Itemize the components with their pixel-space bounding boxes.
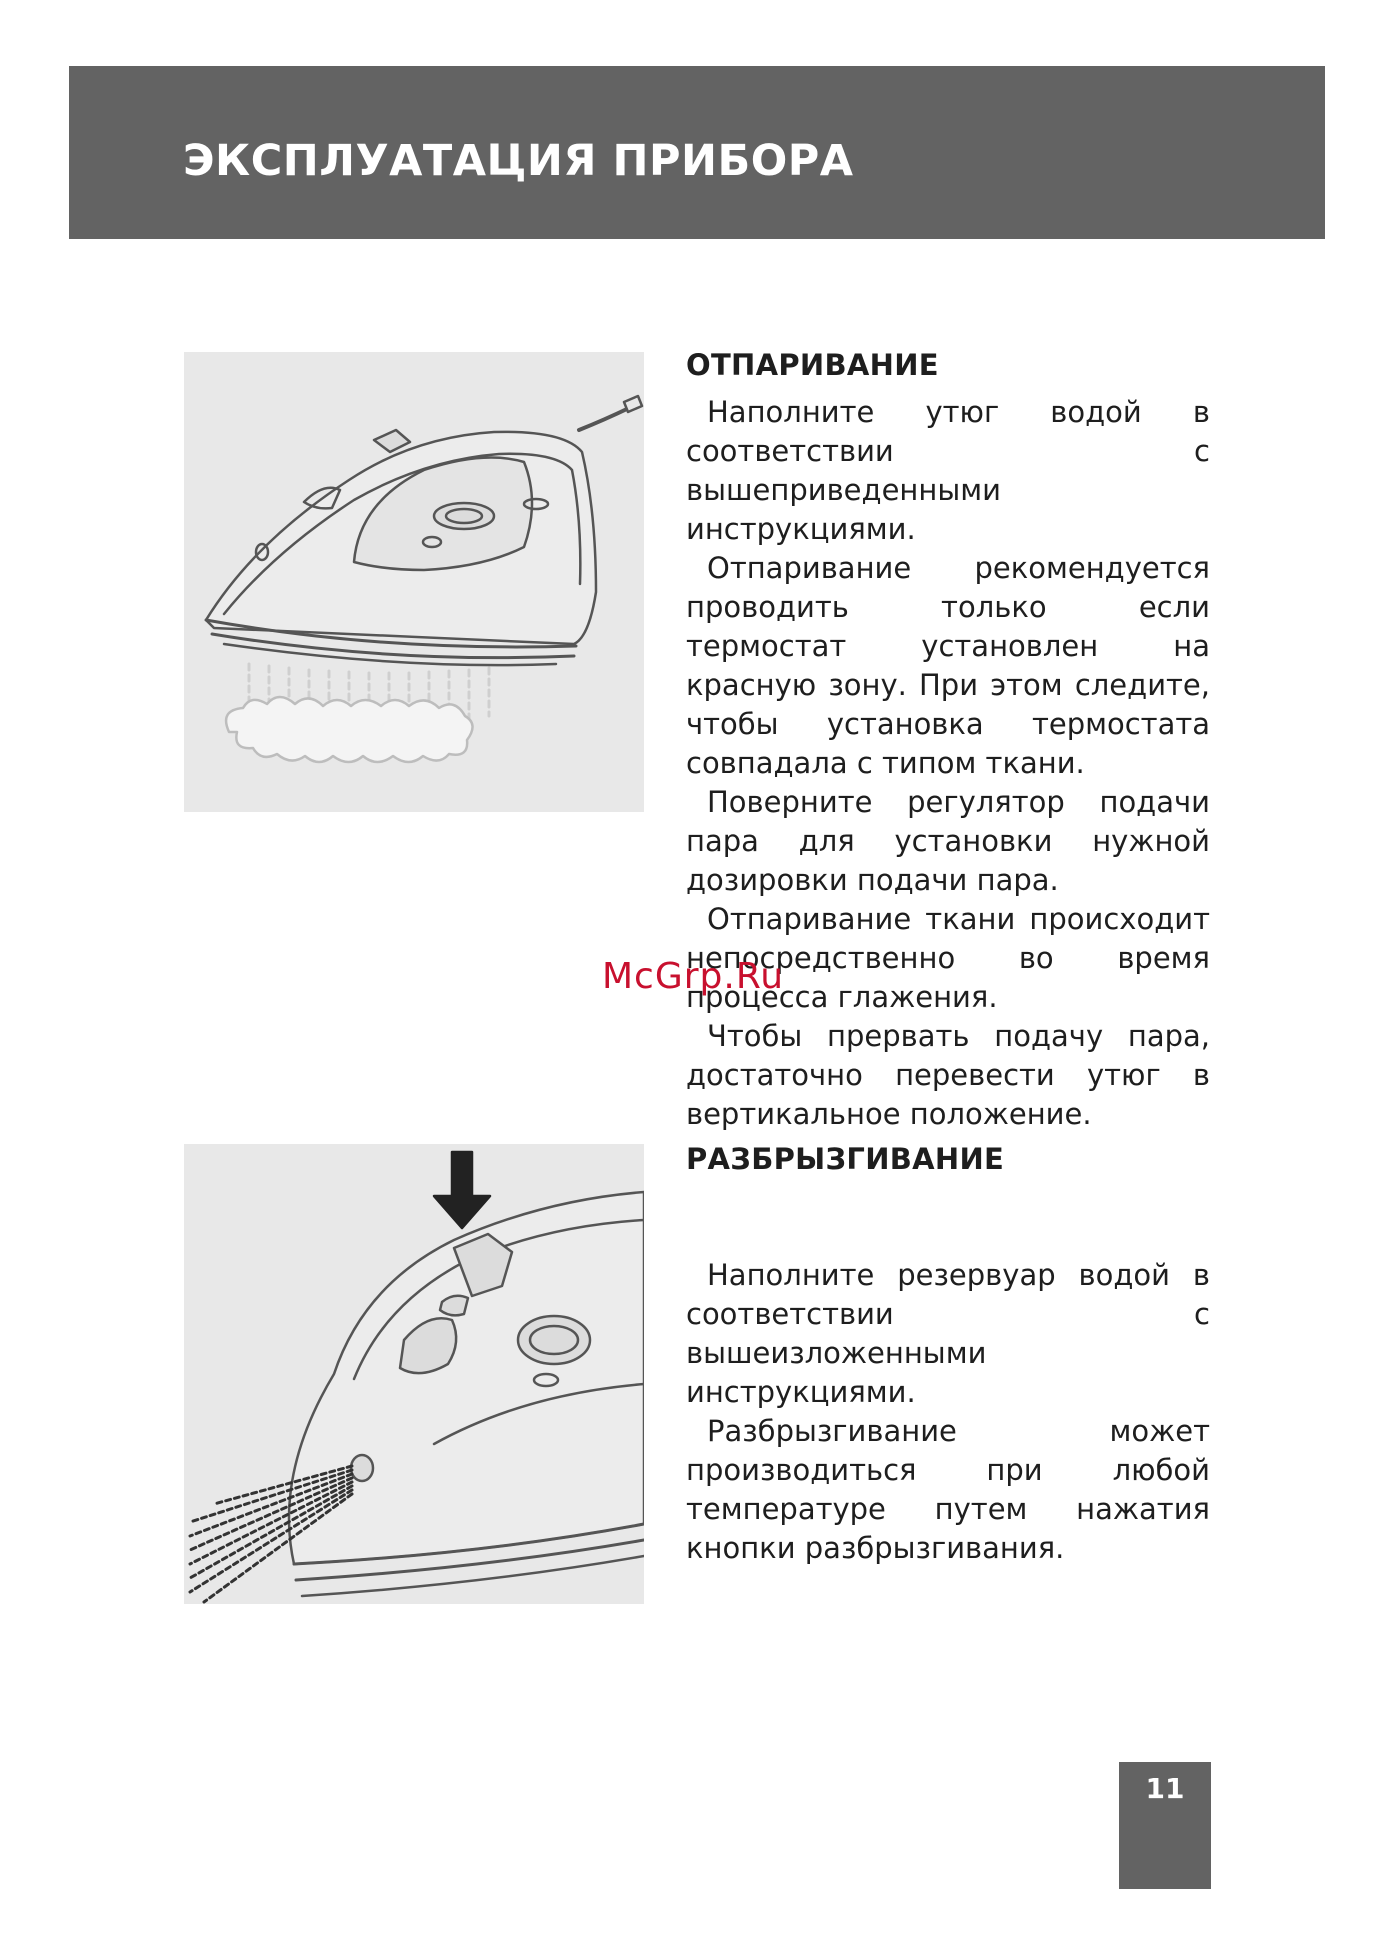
steaming-paragraph: Отпаривание рекомендуется проводить только если термостат установлен на красную зону. При этом следите, чтобы установка термостата совпадала с типом ткани. bbox=[686, 551, 1210, 780]
spraying-text-block bbox=[686, 1256, 1210, 1568]
steam-iron-figure bbox=[184, 352, 644, 812]
section-heading-steaming: ОТПАРИВАНИЕ bbox=[686, 348, 939, 382]
steaming-paragraph: Поверните регулятор подачи пара для установки нужной дозировки подачи пара. bbox=[686, 785, 1210, 897]
page-number: 11 bbox=[1145, 1772, 1185, 1805]
page-title: ЭКСПЛУАТАЦИЯ ПРИБОРА bbox=[183, 136, 854, 186]
section-heading-spraying: РАЗБРЫЗГИВАНИЕ bbox=[686, 1142, 1005, 1176]
header-band bbox=[69, 66, 1325, 239]
page-number-box bbox=[1119, 1762, 1211, 1889]
spray-iron-figure bbox=[184, 1144, 644, 1604]
steaming-paragraph: Наполните утюг водой в соответствии с вышеприведенными инструкциями. bbox=[686, 395, 1210, 546]
steam-iron-icon bbox=[184, 352, 644, 812]
steaming-paragraph: Отпаривание ткани происходит непосредственно во время процесса глажения. bbox=[686, 902, 1210, 1014]
spraying-paragraph: Разбрызгивание может производиться при любой температуре путем нажатия кнопки разбрызгивания. bbox=[686, 1414, 1210, 1565]
spraying-paragraph: Наполните резервуар водой в соответствии с вышеизложенными инструкциями. bbox=[686, 1258, 1210, 1409]
steaming-paragraph: Чтобы прервать подачу пара, достаточно перевести утюг в вертикальное положение. bbox=[686, 1019, 1210, 1131]
spray-iron-icon bbox=[184, 1144, 644, 1604]
steaming-text-block bbox=[686, 393, 1210, 1134]
watermark-link[interactable]: McGrp.Ru bbox=[602, 956, 785, 997]
